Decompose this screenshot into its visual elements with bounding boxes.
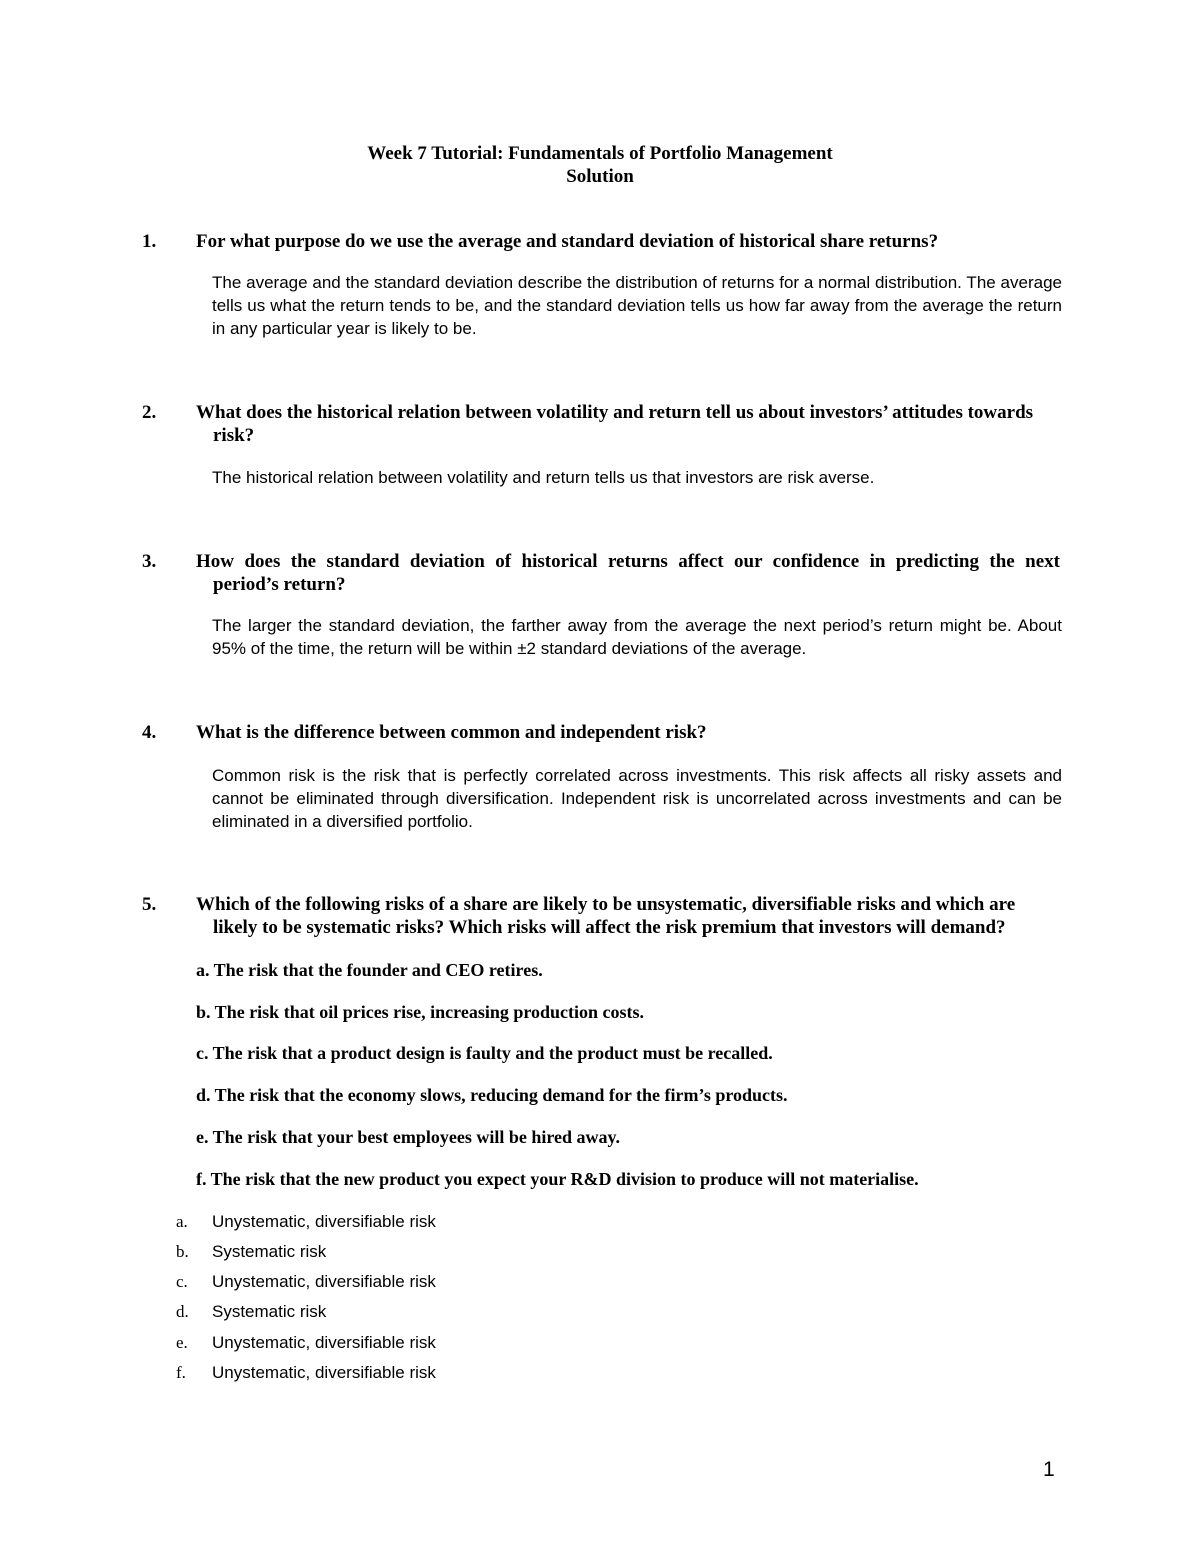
sub-question-b: b. The risk that oil prices rise, increasing production costs. bbox=[196, 1002, 645, 1022]
question-number: 4. bbox=[142, 722, 157, 743]
document-subtitle: Solution bbox=[566, 166, 634, 187]
answer-text-e: Unystematic, diversifiable risk bbox=[212, 1333, 436, 1352]
question-text: How does the standard deviation of historical returns affect our confidence in predicting the next period’s return? bbox=[196, 551, 1060, 595]
document-title: Week 7 Tutorial: Fundamentals of Portfolio Management bbox=[367, 143, 833, 164]
answer-letter-d: d. bbox=[176, 1302, 189, 1321]
answer-letter-a: a. bbox=[176, 1212, 188, 1231]
answer-3: The larger the standard deviation, the farther away from the average the next period’s return might be. About 95% of the time, the return will be within ±2 standard deviations of the average. bbox=[212, 616, 1062, 658]
answer-text-f: Unystematic, diversifiable risk bbox=[212, 1363, 436, 1382]
answer-text-b: Systematic risk bbox=[212, 1242, 327, 1261]
answer-1: The average and the standard deviation describe the distribution of returns for a normal distribution. The average tells us what the return tends to be, and the standard deviation tells us how far away from the average the return in any particular year is likely to be. bbox=[212, 273, 1062, 338]
question-number: 3. bbox=[142, 551, 157, 572]
sub-question-a: a. The risk that the founder and CEO retires. bbox=[196, 960, 543, 980]
answer-letter-b: b. bbox=[176, 1242, 189, 1261]
question-text: What is the difference between common and independent risk? bbox=[196, 722, 707, 743]
question-number: 5. bbox=[142, 894, 157, 915]
answer-letter-c: c. bbox=[176, 1272, 188, 1291]
question-text: Which of the following risks of a share are likely to be unsystematic, diversifiable risks and which are likely to be systematic risks? Which risks will affect the risk premium that investors will demand? bbox=[196, 894, 1016, 938]
question-text: What does the historical relation between volatility and return tell us about investors’ attitudes towards risk? bbox=[196, 402, 1034, 446]
question-number: 2. bbox=[142, 402, 157, 423]
page-number: 1 bbox=[1043, 1458, 1055, 1481]
answer-text-a: Unystematic, diversifiable risk bbox=[212, 1212, 436, 1231]
answer-2: The historical relation between volatility and return tells us that investors are risk averse. bbox=[212, 468, 875, 487]
answer-letter-e: e. bbox=[176, 1333, 188, 1352]
answer-text-d: Systematic risk bbox=[212, 1302, 327, 1321]
answer-4: Common risk is the risk that is perfectly correlated across investments. This risk affects all risky assets and cannot be eliminated through diversification. Independent risk is uncorrelated across investments and can be eliminated in a diversified portfolio. bbox=[212, 766, 1062, 831]
sub-question-e: e. The risk that your best employees will be hired away. bbox=[196, 1127, 621, 1147]
sub-question-d: d. The risk that the economy slows, reducing demand for the firm’s products. bbox=[196, 1085, 788, 1105]
question-number: 1. bbox=[142, 231, 157, 252]
answer-letter-f: f. bbox=[176, 1363, 186, 1382]
answer-text-c: Unystematic, diversifiable risk bbox=[212, 1272, 436, 1291]
question-text: For what purpose do we use the average and standard deviation of historical share returns? bbox=[196, 231, 939, 252]
sub-question-f: f. The risk that the new product you expect your R&D division to produce will not materialise. bbox=[196, 1169, 919, 1189]
sub-question-c: c. The risk that a product design is faulty and the product must be recalled. bbox=[196, 1043, 773, 1063]
